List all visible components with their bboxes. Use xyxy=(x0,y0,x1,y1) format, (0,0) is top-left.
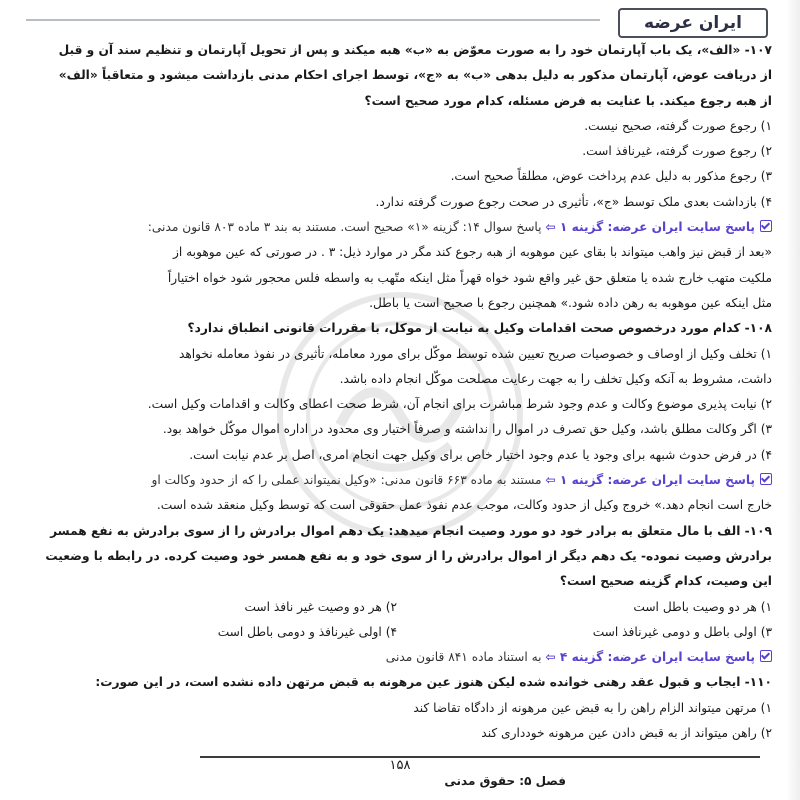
line-text: «بعد از قبض نیز واهب میتواند با بقای عین موهوبه از هبه رجوع کند مگر در موارد ذیل: ۳ . در صورتی که عین موهوبه از xyxy=(173,245,772,260)
text-line xyxy=(28,392,772,417)
brand-logo xyxy=(618,8,768,38)
option-cell: ۴) اولی غیرنافذ و دومی باطل است xyxy=(217,624,397,639)
text-line xyxy=(28,696,772,721)
text-line xyxy=(28,164,772,189)
page-number: ۱۵۸ xyxy=(389,758,411,773)
text-line xyxy=(28,190,772,215)
question-line xyxy=(28,544,772,569)
answer-label: پاسخ سایت ایران عرضه: گزینه ۱ ⇦ xyxy=(545,473,755,488)
option-cell: ۳) اولی باطل و دومی غیرنافذ است xyxy=(592,624,772,639)
option-cell: ۲) هر دو وصیت غیر نافذ است xyxy=(244,599,397,614)
text-line xyxy=(28,139,772,164)
text-line xyxy=(28,291,772,316)
line-text: ملکیت متهب خارج شده یا متعلق حق غیر واقع شود خواه قهراً مثل اینکه متّهب به واسطه فلس محجور شود خواه اختیاراً xyxy=(167,270,772,285)
line-text: ۱۰۸- کدام مورد درخصوص صحت اقدامات وکیل به نیابت از موکل، با مقررات قانونی انطباق ندارد؟ xyxy=(187,321,772,336)
logo-text: ایران عرضه xyxy=(644,13,742,33)
question-line xyxy=(28,89,772,114)
question-line xyxy=(28,670,772,695)
text-line xyxy=(28,443,772,468)
text-line xyxy=(28,721,772,746)
question-line xyxy=(28,38,772,63)
line-text: خارج است انجام دهد.» خروج وکیل از حدود وکالت، موجب عدم نفوذ عمل حقوقی است که توسط وکیل منعقد شده است. xyxy=(156,498,772,513)
answer-line xyxy=(28,215,772,240)
line-text: پاسخ سوال ۱۴: گزینه «۱» صحیح است. مستند به بند ۳ ماده ۸۰۳ قانون مدنی: xyxy=(147,220,546,235)
line-text: ۲) رجوع صورت گرفته، غیرنافذ است. xyxy=(582,144,772,159)
answer-label: پاسخ سایت ایران عرضه: گزینه ۴ ⇦ xyxy=(545,650,755,665)
answer-line xyxy=(28,645,772,670)
line-text: از هبه رجوع میکند. با عنایت به فرض مسئله، کدام مورد صحیح است؟ xyxy=(364,93,772,108)
page-edge-shadow xyxy=(786,0,800,800)
line-text: داشت، مشروط به آنکه وکیل تخلف را به جهت رعایت مصلحت موکّل انجام داده باشد. xyxy=(339,371,772,386)
line-text: ۱۱۰- ایجاب و قبول عقد رهنی خوانده شده لیکن هنوز عین مرهونه به قبض مرتهن داده نشده است، در این صورت: xyxy=(95,675,772,690)
line-text: ۲) نیابت پذیری موضوع وکالت و عدم وجود شرط مباشرت برای انجام آن، شرط صحت اعطای وکالت و اقدامات وکیل است. xyxy=(147,397,772,412)
line-text: از دریافت عوض، آپارتمان مذکور به دلیل بدهی «ب» به «ج»، توسط اجرای احکام مدنی بازداشت میشود و متعاقباً «الف» xyxy=(58,68,772,83)
line-text: ۳) اگر وکالت مطلق باشد، وکیل حق تصرف در اموال را نداشته و صرفاً اختیار وی محدود در اداره اموال موکّل خواهد بود. xyxy=(162,422,772,437)
footer-rule xyxy=(200,756,760,758)
line-text: ۴) در فرض حدوث شبهه برای وجود یا عدم وجود اختیار خاص برای وکیل جهت انجام امری، اصل بر عدم نیابت است. xyxy=(189,447,772,462)
line-text: ۱۰۷- «الف»، یک باب آپارتمان خود را به صورت معوّض به «ب» هبه میکند و پس از تحویل آپارتمان و تنظیم سند آن و قبل xyxy=(58,43,772,57)
line-text: به استناد ماده ۸۴۱ قانون مدنی xyxy=(385,650,546,665)
document-body xyxy=(28,38,772,746)
answer-line xyxy=(28,468,772,493)
answer-label: پاسخ سایت ایران عرضه: گزینه ۱ ⇦ xyxy=(545,220,755,235)
line-text: ۲) راهن میتواند از به قبض دادن عین مرهونه خودداری کند xyxy=(481,726,772,741)
option-cell: ۱) هر دو وصیت باطل است xyxy=(633,599,772,614)
question-line xyxy=(28,569,772,594)
line-text: ۴) بازداشت بعدی ملک توسط «ج»، تأثیری در صحت رجوع صورت گرفته ندارد. xyxy=(375,194,772,209)
line-text: این وصیت، کدام گزینه صحیح است؟ xyxy=(559,574,772,589)
text-line xyxy=(28,493,772,518)
line-text: ۱) رجوع صورت گرفته، صحیح نیست. xyxy=(584,118,772,133)
question-line xyxy=(28,316,772,341)
question-line xyxy=(28,519,772,544)
text-line xyxy=(28,367,772,392)
chapter-title: فصل ۵: حقوق مدنی xyxy=(444,774,566,788)
options-row xyxy=(28,595,772,620)
line-text: برادرش وصیت نموده- یک دهم دیگر از اموال برادرش را از سوی خود و به نفع همسر خود وصیت کرده. در رابطه با وضعیت xyxy=(45,548,772,563)
text-line xyxy=(28,417,772,442)
checkbox-icon xyxy=(760,473,772,485)
options-row xyxy=(28,620,772,645)
line-text: ۱۰۹- الف با مال متعلق به برادر خود دو مورد وصیت انجام میدهد: یک دهم اموال برادرش را از سوی برادرش به نفع همسر xyxy=(50,523,772,538)
line-text: ۱) مرتهن میتواند الزام راهن را به قبض عین مرهونه از دادگاه تقاضا کند xyxy=(413,700,772,715)
text-line xyxy=(28,266,772,291)
question-line xyxy=(28,63,772,88)
checkbox-icon xyxy=(760,220,772,232)
text-line xyxy=(28,240,772,265)
text-line xyxy=(28,342,772,367)
line-text: ۱) تخلف وکیل از اوصاف و خصوصیات صریح تعیین شده توسط موکّل برای مورد معامله، تأثیری در نفوذ معامله نخواهد xyxy=(178,346,772,361)
line-text: ۳) رجوع مذکور به دلیل عدم پرداخت عوض، مطلقاً صحیح است. xyxy=(450,169,772,184)
header-rule xyxy=(26,19,600,21)
checkbox-icon xyxy=(760,650,772,662)
line-text: مثل اینکه عین موهوبه به رهن داده شود.» همچنین رجوع با صحیح است یا باطل. xyxy=(369,295,772,310)
line-text: مستند به ماده ۶۶۳ قانون مدنی: «وکیل نمیتواند عملی را که از حدود وکالت او xyxy=(151,473,546,488)
text-line xyxy=(28,114,772,139)
